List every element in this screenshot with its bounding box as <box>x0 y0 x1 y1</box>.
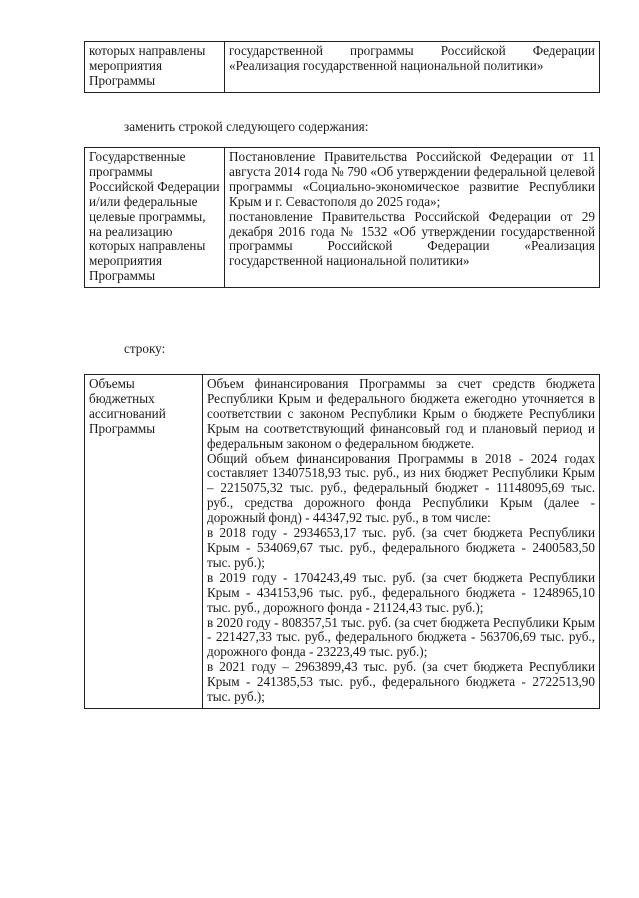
row-label: Государственные программы Российской Федерации и/или федеральные целевые программы, на реализацию которых направлены мероприятия Программы <box>85 148 225 288</box>
table-row <box>85 375 600 709</box>
budget-paragraph: Объем финансирования Программы за счет средств бюджета Республики Крым и федерального бюджета ежегодно уточняется в соответствии с законом Республики Крым о бюджете Республики Крым на соответствующий финансовый год и плановый период и федеральным законом о федеральном бюджете. <box>207 376 595 451</box>
row-value <box>225 148 600 288</box>
table-row <box>85 148 600 288</box>
budget-paragraph: Общий объем финансирования Программы в 2018 - 2024 годах составляет 13407518,93 тыс. руб., из них бюджет Республики Крым – 2215075,32 тыс. руб., федеральный бюджет - 11148095,69 тыс. руб., средства дорожного фонда Республики Крым (далее - дорожный фонд) - 44347,92 тыс. руб., в том числе: <box>207 450 595 526</box>
budget-paragraph: в 2019 году - 1704243,49 тыс. руб. (за счет бюджета Республики Крым - 434153,96 тыс. руб., федерального бюджета - 1248965,10 тыс. руб., дорожного фонда - 21124,43 тыс. руб.); <box>207 569 595 615</box>
table-row <box>85 42 600 93</box>
row-label: Объемы бюджетных ассигнований Программы <box>85 375 203 709</box>
program-table-new <box>84 147 600 288</box>
instruction-row: строку: <box>124 341 166 356</box>
budget-paragraph: в 2021 году – 2963899,43 тыс. руб. (за счет бюджета Республики Крым - 241385,53 тыс. руб., федерального бюджета - 2722513,90 тыс. руб.); <box>207 659 595 705</box>
row-label: которых направлены мероприятия Программы <box>85 42 225 93</box>
budget-table <box>84 374 600 709</box>
program-table-previous <box>84 41 600 93</box>
resolution-paragraph: постановление Правительства Российской Федерации от 29 декабря 2016 года № 1532 «Об утверждении государственной программы Российской Федерации «Реализация государственной национальной политики» <box>229 208 595 269</box>
row-value <box>203 375 600 709</box>
row-value: государственной программы Российской Федерации «Реализация государственной национальной политики» <box>225 42 600 93</box>
budget-paragraph: в 2018 году - 2934653,17 тыс. руб. (за счет бюджета Республики Крым - 534069,67 тыс. руб., федерального бюджета - 2400583,50 тыс. руб.); <box>207 525 595 570</box>
instruction-replace: заменить строкой следующего содержания: <box>124 119 369 134</box>
budget-paragraph: в 2020 году - 808357,51 тыс. руб. (за счет бюджета Республики Крым - 221427,33 тыс. руб., федерального бюджета - 563706,69 тыс. руб., дорожного фонда - 23223,49 тыс. руб.); <box>207 614 595 660</box>
resolution-paragraph: Постановление Правительства Российской Федерации от 11 августа 2014 года № 790 «Об утверждении федеральной целевой программы «Социально-экономическое развитие Республики Крым и г. Севастополя до 2025 года»; <box>229 149 595 209</box>
